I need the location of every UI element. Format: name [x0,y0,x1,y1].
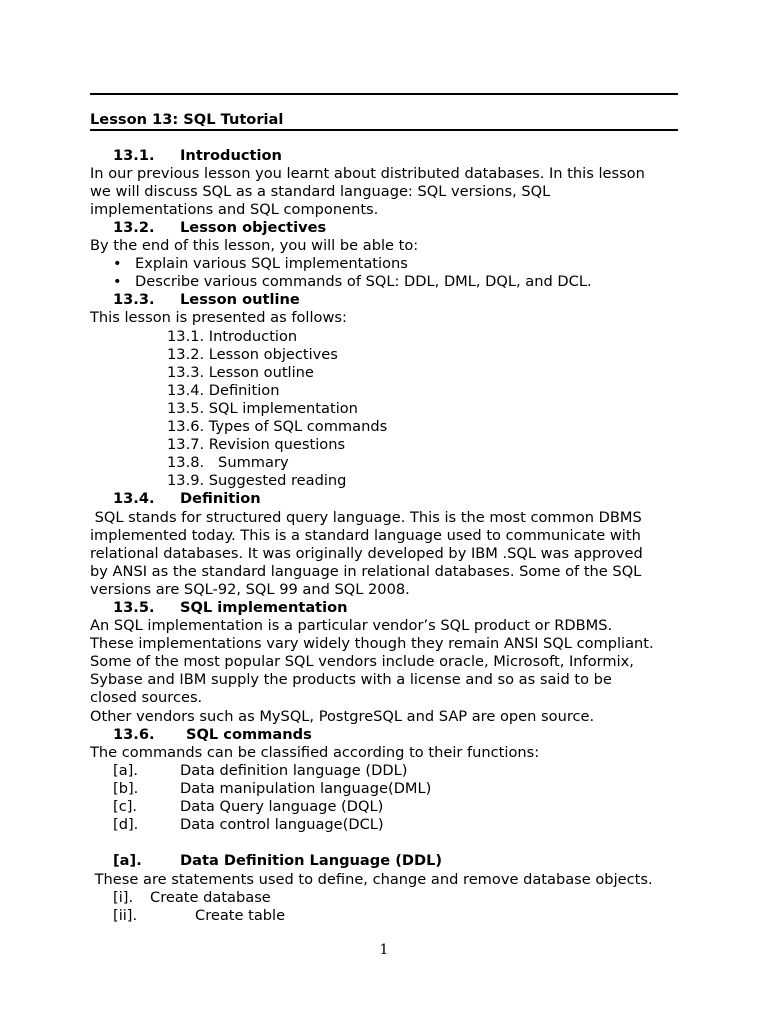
implementation-line: These implementations vary widely though they remain ANSI SQL compliant. [90,635,654,652]
subsection-label: [a]. [113,852,142,869]
definition-line: relational databases. It was originally developed by IBM .SQL was approved [90,545,643,562]
objectives-lead: By the end of this lesson, you will be able to: [90,237,419,254]
commands-lead: The commands can be classified according to their functions: [90,744,540,761]
section-title: SQL implementation [180,599,348,616]
command-item-label: [b]. [113,780,139,797]
section-number: 13.4. [113,490,155,507]
section-heading-definition [113,490,261,508]
definition-line: versions are SQL-92, SQL 99 and SQL 2008. [90,581,410,598]
title-underline-rule [90,129,678,131]
section-number: 13.6. [113,726,155,743]
outline-item: 13.6. Types of SQL commands [167,418,388,435]
section-number: 13.5. [113,599,155,616]
definition-line: SQL stands for structured query language. This is the most common DBMS [90,509,642,526]
definition-line: implemented today. This is a standard language used to communicate with [90,527,641,544]
command-item-text: Data definition language (DDL) [180,762,408,779]
section-title: Introduction [180,147,282,164]
section-number: 13.2. [113,219,155,236]
section-title: SQL commands [186,726,312,743]
ddl-item-label: [i]. [113,889,134,906]
command-item-label: [d]. [113,816,139,833]
command-item-label: [c]. [113,798,138,815]
section-heading-introduction [113,147,282,165]
section-heading-implementation [113,599,348,617]
ddl-item-label: [ii]. [113,907,138,924]
section-number: 13.3. [113,291,155,308]
section-heading-outline [113,291,300,309]
command-item-text: Data Query language (DQL) [180,798,384,815]
section-title: Lesson outline [180,291,300,308]
implementation-line: closed sources. [90,689,203,706]
subsection-heading-ddl: Data Definition Language (DDL) [180,852,443,869]
objective-item: Describe various commands of SQL: DDL, DML, DQL, and DCL. [135,273,592,290]
intro-line: implementations and SQL components. [90,201,379,218]
section-title: Lesson objectives [180,219,327,236]
top-rule [90,93,678,95]
ddl-item-text: Create table [195,907,286,924]
section-title: Definition [180,490,261,507]
implementation-line: Sybase and IBM supply the products with a license and so as said to be [90,671,612,688]
section-heading-commands [113,726,312,744]
outline-item: 13.9. Suggested reading [167,472,347,489]
implementation-line: Other vendors such as MySQL, PostgreSQL and SAP are open source. [90,708,595,725]
ddl-item-text: Create database [150,889,271,906]
definition-line: by ANSI as the standard language in relational databases. Some of the SQL [90,563,642,580]
implementation-line: Some of the most popular SQL vendors include oracle, Microsoft, Informix, [90,653,634,670]
bullet-icon: • [113,273,122,290]
intro-line: we will discuss SQL as a standard language: SQL versions, SQL [90,183,551,200]
command-item-text: Data manipulation language(DML) [180,780,432,797]
lesson-title: Lesson 13: SQL Tutorial [90,111,284,128]
outline-item: 13.7. Revision questions [167,436,346,453]
intro-line: In our previous lesson you learnt about distributed databases. In this lesson [90,165,645,182]
bullet-icon: • [113,255,122,272]
section-number: 13.1. [113,147,155,164]
outline-item: 13.8. Summary [167,454,289,471]
outline-item: 13.4. Definition [167,382,280,399]
ddl-lead: These are statements used to define, change and remove database objects. [90,871,653,888]
outline-item: 13.2. Lesson objectives [167,346,338,363]
implementation-line: An SQL implementation is a particular vendor’s SQL product or RDBMS. [90,617,613,634]
command-item-label: [a]. [113,762,138,779]
outline-item: 13.3. Lesson outline [167,364,314,381]
objective-item: Explain various SQL implementations [135,255,408,272]
outline-item: 13.5. SQL implementation [167,400,358,417]
outline-item: 13.1. Introduction [167,328,298,345]
section-heading-objectives [113,219,326,237]
command-item-text: Data control language(DCL) [180,816,384,833]
outline-lead: This lesson is presented as follows: [90,309,347,326]
page-number: 1 [379,942,389,958]
